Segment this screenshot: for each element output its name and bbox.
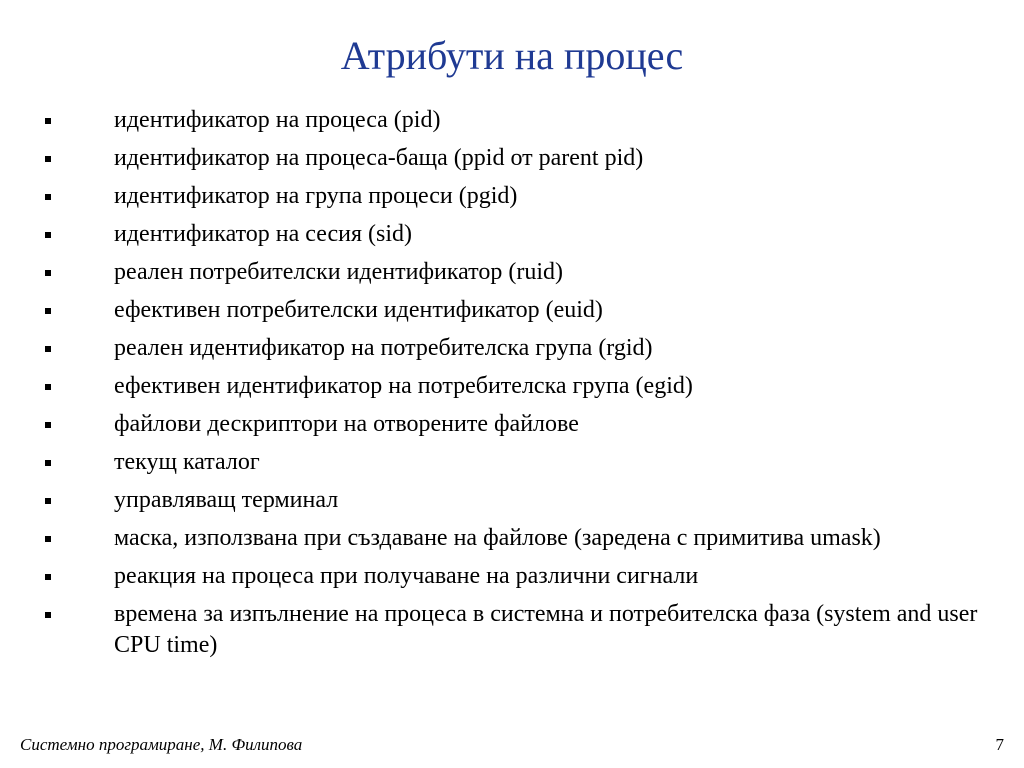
square-bullet-icon	[45, 232, 51, 238]
bullet-item	[40, 561, 980, 592]
bullet-item	[40, 219, 980, 250]
bullet-item	[40, 523, 980, 554]
square-bullet-icon	[45, 270, 51, 276]
bullet-text: времена за изпълнение на процеса в системна и потребителска фаза (system and user CPU time)	[114, 601, 978, 658]
square-bullet-icon	[45, 384, 51, 390]
bullet-text: реален потребителски идентификатор (ruid)	[114, 259, 563, 285]
bullet-item	[40, 599, 980, 661]
slide-title: Атрибути на процес	[340, 33, 684, 78]
bullet-item	[40, 333, 980, 364]
square-bullet-icon	[45, 498, 51, 504]
bullet-text: идентификатор на процеса (pid)	[114, 107, 441, 133]
bullet-text: файлови дескриптори на отворените файлове	[114, 411, 579, 437]
square-bullet-icon	[45, 118, 51, 124]
square-bullet-icon	[45, 536, 51, 542]
bullet-item	[40, 295, 980, 326]
bullet-text: идентификатор на сесия (sid)	[114, 221, 412, 247]
bullet-text: идентификатор на група процеси (pgid)	[114, 183, 518, 209]
bullet-list	[40, 105, 980, 668]
square-bullet-icon	[45, 422, 51, 428]
footer-author: Системно програмиране, М. Филипова	[20, 735, 303, 754]
bullet-item	[40, 447, 980, 478]
square-bullet-icon	[45, 156, 51, 162]
bullet-item	[40, 257, 980, 288]
bullet-text: идентификатор на процеса-баща (ppid от parent pid)	[114, 145, 644, 171]
bullet-item	[40, 143, 980, 174]
bullet-item	[40, 485, 980, 516]
page-number: 7	[995, 735, 1004, 754]
bullet-text: текущ каталог	[114, 449, 260, 475]
bullet-text: ефективен потребителски идентификатор (euid)	[114, 297, 603, 323]
square-bullet-icon	[45, 574, 51, 580]
bullet-text: управляващ терминал	[114, 487, 339, 513]
bullet-item	[40, 105, 980, 136]
square-bullet-icon	[45, 460, 51, 466]
bullet-text: реален идентификатор на потребителска група (rgid)	[114, 335, 653, 361]
bullet-text: ефективен идентификатор на потребителска група (egid)	[114, 373, 693, 399]
square-bullet-icon	[45, 308, 51, 314]
bullet-item	[40, 409, 980, 440]
bullet-text: маска, използвана при създаване на файлове (заредена с примитива umask)	[114, 525, 881, 551]
square-bullet-icon	[45, 194, 51, 200]
bullet-item	[40, 181, 980, 212]
bullet-text: реакция на процеса при получаване на различни сигнали	[114, 563, 699, 589]
square-bullet-icon	[45, 346, 51, 352]
square-bullet-icon	[45, 612, 51, 618]
bullet-item	[40, 371, 980, 402]
